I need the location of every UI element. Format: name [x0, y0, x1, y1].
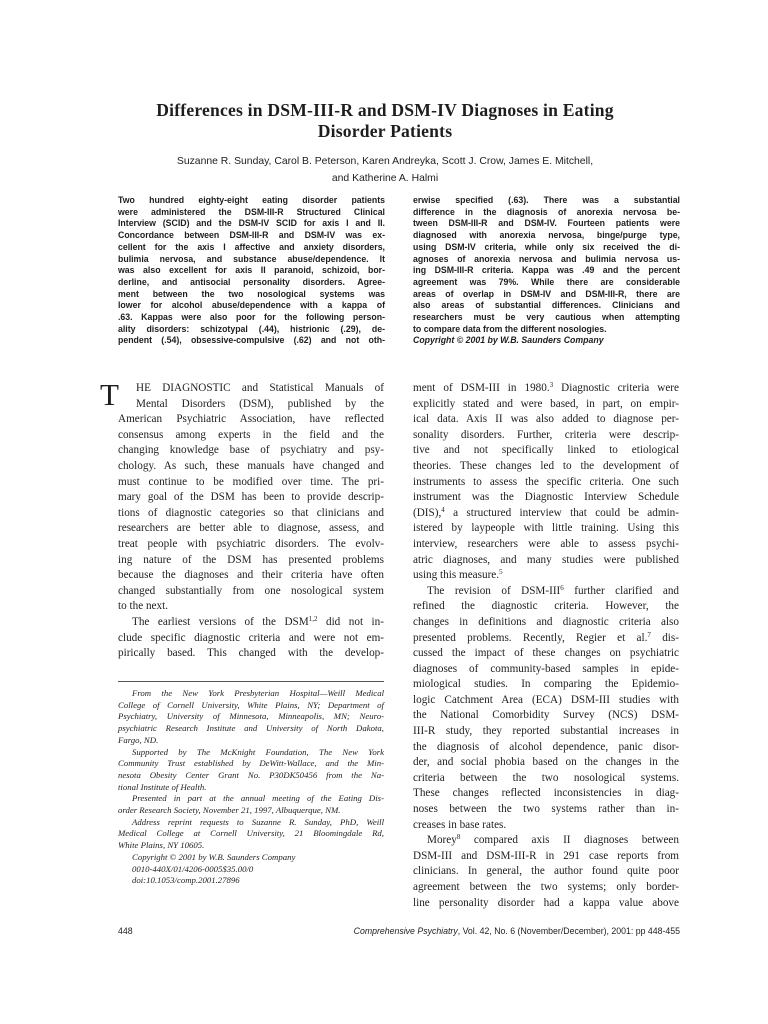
abstract-line: researchers must be very cautious when attempting [413, 312, 680, 323]
body-line: cussed the impact of these changes on psychiatric [413, 647, 679, 660]
abstract-line: to compare data from the different nosologies. [413, 323, 607, 334]
body-text: ment of DSM-III in 1980. [413, 382, 550, 394]
abstract-line: ment between the two nosological systems was [118, 288, 385, 299]
body-line: interview, researchers were able to assess psychi- [413, 537, 679, 550]
body-line: consensus among experts in the field and the [118, 428, 384, 441]
title-line: Differences in DSM-III-R and DSM-IV Diagnoses in Eating [156, 100, 614, 120]
abstract-line: derline, and antisocial personality disorders. Agree- [118, 276, 385, 287]
citation-superscript: 3 [549, 381, 554, 389]
footnote-line: nesota Obesity Center Grant No. P30DK50456 from the Na- [118, 769, 384, 780]
body-line: criteria between the two nosological systems. [413, 771, 679, 784]
body-text: Morey [427, 834, 457, 847]
body-line: pirically based. This changed with the develop- [118, 647, 384, 660]
footnote-line: College of Cornell University, White Plains, NY; Department of [118, 699, 384, 710]
abstract-line: Interview (SCID) and the DSM-IV SCID for axis I and II. [118, 218, 385, 229]
body-line: clude specific diagnostic criteria and were not em- [118, 631, 384, 644]
citation-superscript: 8 [456, 833, 461, 842]
abstract-line: agreement was 79%. While there are considerable [413, 276, 680, 287]
body-line: clinicians. In general, the author found quite poor [413, 865, 679, 878]
body-line: These changes reflected inconsistencies in diag- [413, 787, 679, 800]
abstract-line: difference in the diagnosis of anorexia nervosa be- [413, 206, 680, 217]
abstract-line: using DSM-IV criteria, while only six received the di- [413, 241, 680, 252]
body-text: Diagnostic criteria were [553, 382, 679, 394]
body-text: The earliest versions of the DSM [132, 615, 309, 628]
abstract-line: diagnosed with anorexia nervosa, binge/purge type, [413, 230, 680, 241]
body-text: The revision of DSM-III [427, 584, 561, 597]
abstract-line: tween DSM-III-R and DSM-IV. Fourteen patients were [413, 218, 680, 229]
footnote-divider [118, 681, 384, 682]
body-line: sonality disorders. Further, criteria were descrip- [413, 428, 679, 441]
footnote-line: Presented in part at the annual meeting of the Eating Dis- [132, 793, 384, 804]
abstract-line: Two hundred eighty-eight eating disorder patients [118, 195, 385, 205]
abstract-line: Concordance between DSM-III-R and DSM-IV was ex- [118, 230, 385, 241]
footnote-issn: 0010-440X/01/4206-0005$35.00/0 [132, 863, 254, 874]
body-line: diagnoses of community-based samples in epide- [413, 662, 679, 675]
article-title [90, 100, 680, 142]
body-line [413, 584, 679, 600]
footnote-doi: doi:10.1053/comp.2001.27896 [132, 875, 240, 886]
citation-superscript: 5 [499, 568, 503, 577]
body-line: tive and not specifically linked to etiological [413, 444, 679, 457]
body-text: did not in- [317, 615, 384, 628]
footnote-line: Medical College at Cornell University, 21 Bloomingdale Rd, [118, 828, 384, 839]
body-left-column [100, 377, 384, 662]
footnote-line: Psychiatry, University of Minnesota, Minneapolis, MN; Neuro- [118, 711, 384, 722]
author-line: Suzanne R. Sunday, Carol B. Peterson, Karen Andreyka, Scott J. Crow, James E. Mitchell, [176, 156, 594, 167]
body-line: mary goal of the DSM has been to provide descrip- [118, 491, 384, 504]
body-line: changes in definitions and diagnostic criteria also [413, 615, 679, 628]
body-text: compared axis II diagnoses between [460, 834, 679, 847]
body-text: further clarified and [563, 584, 680, 597]
body-text: a structured interview that could be admin- [444, 506, 679, 519]
body-line [118, 615, 384, 631]
abstract-line: was also excellent for axis II paranoid, schizoid, bor- [118, 265, 385, 276]
body-text: presented problems. Recently, Regier et al. [413, 631, 648, 644]
body-line: logic Catchment Area (ECA) DSM-III studies with [413, 693, 679, 706]
running-footer [318, 926, 680, 937]
body-line: must continue to be modified over time. The pri- [118, 475, 384, 488]
body-line: because the diagnoses and their criteria have often [118, 569, 384, 582]
body-line: changed substantially from one nosological system [118, 584, 384, 597]
body-line: instrument was the Diagnostic Interview Schedule [413, 491, 679, 504]
body-line [413, 506, 679, 522]
footnote-line: order Research Society, November 21, 1997, Albuquerque, NM. [118, 805, 341, 816]
body-line [413, 381, 679, 397]
body-line [413, 833, 679, 849]
body-line: to the next. [118, 600, 169, 613]
citation-superscript: 4 [441, 505, 445, 514]
body-line: Mental Disorders (DSM), published by the [136, 397, 384, 410]
footnote-line: tional Institute of Health. [118, 781, 207, 792]
body-line: miological studies. In comparing the Epidemio- [413, 678, 679, 691]
body-text: dis- [650, 631, 679, 644]
body-line: ing nature of the DSM has presented problems [118, 553, 384, 566]
abstract-line: erwise specified (.63). There was a substantial [413, 195, 680, 205]
footnote-line: From the New York Presbyterian Hospital—Weill Medical [132, 688, 384, 698]
abstract-line: ality disorders: schizotypal (.44), histrionic (.29), de- [118, 323, 385, 334]
page-number: 448 [118, 926, 133, 936]
body-line: refined the diagnostic criteria. However, the [413, 600, 679, 613]
body-line: ical data. Axis II was also added to diagnose per- [413, 413, 679, 426]
author-list [100, 154, 670, 187]
body-line: the National Comorbidity Survey (NCS) DSM- [413, 709, 679, 722]
body-line: treat people with psychiatric disorders. The evolv- [118, 537, 384, 550]
abstract-line: also areas of substantial differences. Clinicians and [413, 300, 680, 311]
title-line: Disorder Patients [317, 121, 453, 141]
footnotes [118, 688, 384, 887]
body-right-column [413, 381, 679, 911]
abstract-copyright: Copyright © 2001 by W.B. Saunders Company [413, 335, 604, 346]
body-line: American Psychiatric Association, have reflected [118, 413, 384, 426]
body-line: instruments to assess the specific criteria. One such [413, 475, 679, 488]
abstract-right-column [413, 195, 680, 347]
body-line: chology. As such, these manuals have changed and [118, 459, 384, 472]
abstract-line: pendent (.54), obsessive-compulsive (.62) and not oth- [118, 335, 385, 346]
body-line: the diagnosis of alcohol dependence, panic disor- [413, 740, 679, 753]
journal-citation: , Vol. 42, No. 6 (November/December), 2001: pp 448-455 [457, 926, 680, 936]
footnote-line: Fargo, ND. [118, 734, 159, 745]
body-line: der, and social phobia based on the changes in the [413, 756, 679, 769]
abstract-line: areas of overlap in DSM-IV and DSM-III-R, there are [413, 288, 680, 299]
body-line: agreement between the two systems; only border- [413, 881, 679, 893]
body-line: theories. These changes led to the development of [413, 459, 679, 472]
drop-cap: T [100, 377, 119, 412]
first-line-text: HE DIAGNOSTIC and Statistical Manuals of [136, 382, 384, 394]
author-line: and Katherine A. Halmi [331, 172, 439, 184]
abstract-line: ing DSM-III-R criteria. Kappa was .49 and the percent [413, 265, 680, 276]
body-line: changing knowledge base of psychiatry and psy- [118, 444, 384, 457]
body-line: III-R study, they reported substantial increases in [413, 725, 679, 738]
journal-name: Comprehensive Psychiatry [353, 926, 458, 936]
body-line: line personality disorder had a kappa value above [413, 896, 679, 909]
body-line: researchers are better able to diagnose, assess, and [118, 522, 384, 535]
abstract-line: agnoses of anorexia nervosa and bulimia nervosa us- [413, 253, 680, 264]
body-line: noses between the two systems rather than in- [413, 803, 679, 816]
abstract-line: .63. Kappas were also poor for the following person- [118, 312, 385, 323]
footnote-line: Supported by The McKnight Foundation, The New York [132, 746, 384, 757]
body-line: tions of diagnostic categories so that clinicians and [118, 506, 384, 519]
footnote-line: Community Trust established by DeWitt-Wallace, and the Min- [118, 758, 384, 769]
citation-superscript: 7 [647, 630, 651, 639]
body-text: using this measure. [413, 569, 500, 582]
body-line: atric diagnoses, and many studies were published [413, 553, 679, 566]
abstract-left-column [118, 195, 385, 347]
footnote-line: Address reprint requests to Suzanne R. Sunday, PhD, Weill [132, 816, 384, 827]
footnote-line: psychiatric Research Institute and University of North Dakota, [118, 723, 384, 734]
body-line [413, 568, 679, 584]
footnote-line: White Plains, NY 10605. [118, 840, 205, 851]
body-line: istered by laypeople with little training. Using this [413, 522, 679, 535]
body-line [413, 631, 679, 647]
abstract-line: cellent for the axis I affective and anxiety disorders, [118, 241, 385, 252]
abstract-line: lower for alcohol abuse/dependence with a kappa of [118, 300, 385, 311]
body-text: (DIS), [413, 506, 442, 519]
body-line: explicitly stated and were based, in part, on empir- [413, 397, 679, 410]
footnote-copyright: Copyright © 2001 by W.B. Saunders Company [132, 851, 296, 862]
abstract-line: were administered the DSM-III-R Structured Clinical [118, 206, 385, 217]
body-line: DSM-III and DSM-III-R in 291 case reports from [413, 849, 679, 862]
body-line: creases in base rates. [413, 818, 507, 831]
citation-superscript: 6 [560, 583, 564, 592]
citation-superscript: 1,2 [308, 614, 318, 623]
abstract-line: bulimia nervosa, and substance abuse/dependence. It [118, 253, 385, 264]
